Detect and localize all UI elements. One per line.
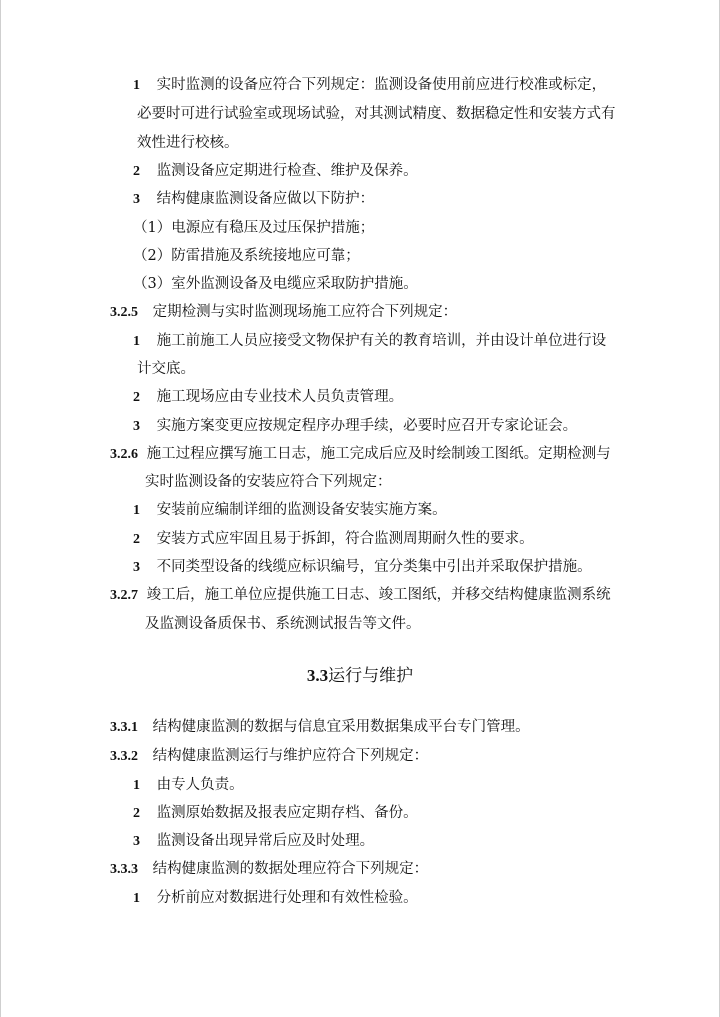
item-number: 2 [133,164,140,179]
text-line [110,717,530,738]
text-line [145,472,392,492]
clause-number: 3.2.7 [110,588,138,603]
text-line [133,387,403,408]
line-text: 定期检测与实时监测现场施工应符合下列规定： [152,304,458,320]
item-number: 1 [133,778,140,793]
item-number: 3 [133,560,140,575]
line-text: 计交底。 [137,361,195,377]
text-line [133,189,374,210]
item-number: 2 [133,806,140,821]
line-text: 实时监测的设备应符合下列规定：监测设备使用前应进行校准或标定， [156,77,607,93]
clause-number: 3.3.3 [110,862,138,877]
clause-number: 3.3.1 [110,720,138,735]
text-line [137,104,616,124]
item-number: 3 [133,192,140,207]
page-border-left [0,0,1,1017]
item-number: 3 [133,834,140,849]
text-line [133,529,534,550]
text-line [133,557,592,578]
line-text: 施工现场应由专业技术人员负责管理。 [156,389,404,405]
line-text: 监测设备出现异常后应及时处理。 [156,833,375,849]
clause-number: 3.2.6 [110,447,138,462]
line-text: 效性进行校核。 [137,135,239,151]
item-number: 3 [133,419,140,434]
text-line [133,888,418,909]
text-line [133,416,577,437]
text-line [133,831,374,852]
line-text: （3）室外监测设备及电缆应采取防护措施。 [133,276,418,292]
line-text: （2）防雷措施及系统接地应可靠； [133,248,360,264]
text-line [133,75,606,96]
line-text: 结构健康监测的数据处理应符合下列规定： [152,861,429,877]
line-text: 监测设备应定期进行检查、维护及保养。 [156,163,418,179]
item-number: 2 [133,532,140,547]
line-text: 分析前应对数据进行处理和有效性检验。 [156,890,418,906]
line-text: （1）电源应有稳压及过压保护措施； [133,220,375,236]
text-line [133,246,360,266]
text-line [133,161,418,182]
section-number: 3.3 [306,666,329,685]
text-line [137,359,195,379]
section-heading [0,664,720,688]
text-line [133,803,418,824]
text-line [145,614,421,634]
line-text: 安装方式应牢固且易于拆卸，符合监测周期耐久性的要求。 [156,531,534,547]
line-text: 结构健康监测设备应做以下防护： [156,191,375,207]
item-number: 1 [133,503,140,518]
clause-number: 3.3.2 [110,749,138,764]
clause-number: 3.2.5 [110,305,138,320]
text-line [137,133,239,153]
text-line [133,500,447,521]
line-text: 施工前施工人员应接受文物保护有关的教育培训，并由设计单位进行设 [156,333,607,349]
line-text: 监测原始数据及报表应定期存档、备份。 [156,805,418,821]
item-number: 1 [133,891,140,906]
line-text: 施工过程应撰写施工日志，施工完成后应及时绘制竣工图纸。定期检测与 [146,446,611,462]
line-text: 实施方案变更应按规定程序办理手续，必要时应召开专家论证会。 [156,418,578,434]
text-line [110,585,611,606]
section-title: 运行与维护 [328,666,414,686]
item-number: 1 [133,78,140,93]
line-text: 实时监测设备的安装应符合下列规定： [145,474,392,490]
text-line [110,444,611,465]
line-text: 由专人负责。 [156,777,244,793]
text-line [110,859,428,880]
line-text: 及监测设备质保书、系统测试报告等文件。 [145,616,421,632]
line-text: 结构健康监测运行与维护应符合下列规定： [152,748,429,764]
item-number: 1 [133,334,140,349]
line-text: 不同类型设备的线缆应标识编号，宜分类集中引出并采取保护措施。 [156,559,592,575]
text-line [133,218,374,238]
line-text: 结构健康监测的数据与信息宜采用数据集成平台专门管理。 [152,719,530,735]
line-text: 必要时可进行试验室或现场试验，对其测试精度、数据稳定性和安装方式有 [137,106,616,122]
text-line [110,746,428,767]
text-line [133,775,244,796]
text-line [133,331,606,352]
item-number: 2 [133,390,140,405]
text-line [133,274,418,294]
text-line [110,302,457,323]
line-text: 安装前应编制详细的监测设备安装实施方案。 [156,502,447,518]
line-text: 竣工后，施工单位应提供施工日志、竣工图纸，并移交结构健康监测系统 [146,587,611,603]
